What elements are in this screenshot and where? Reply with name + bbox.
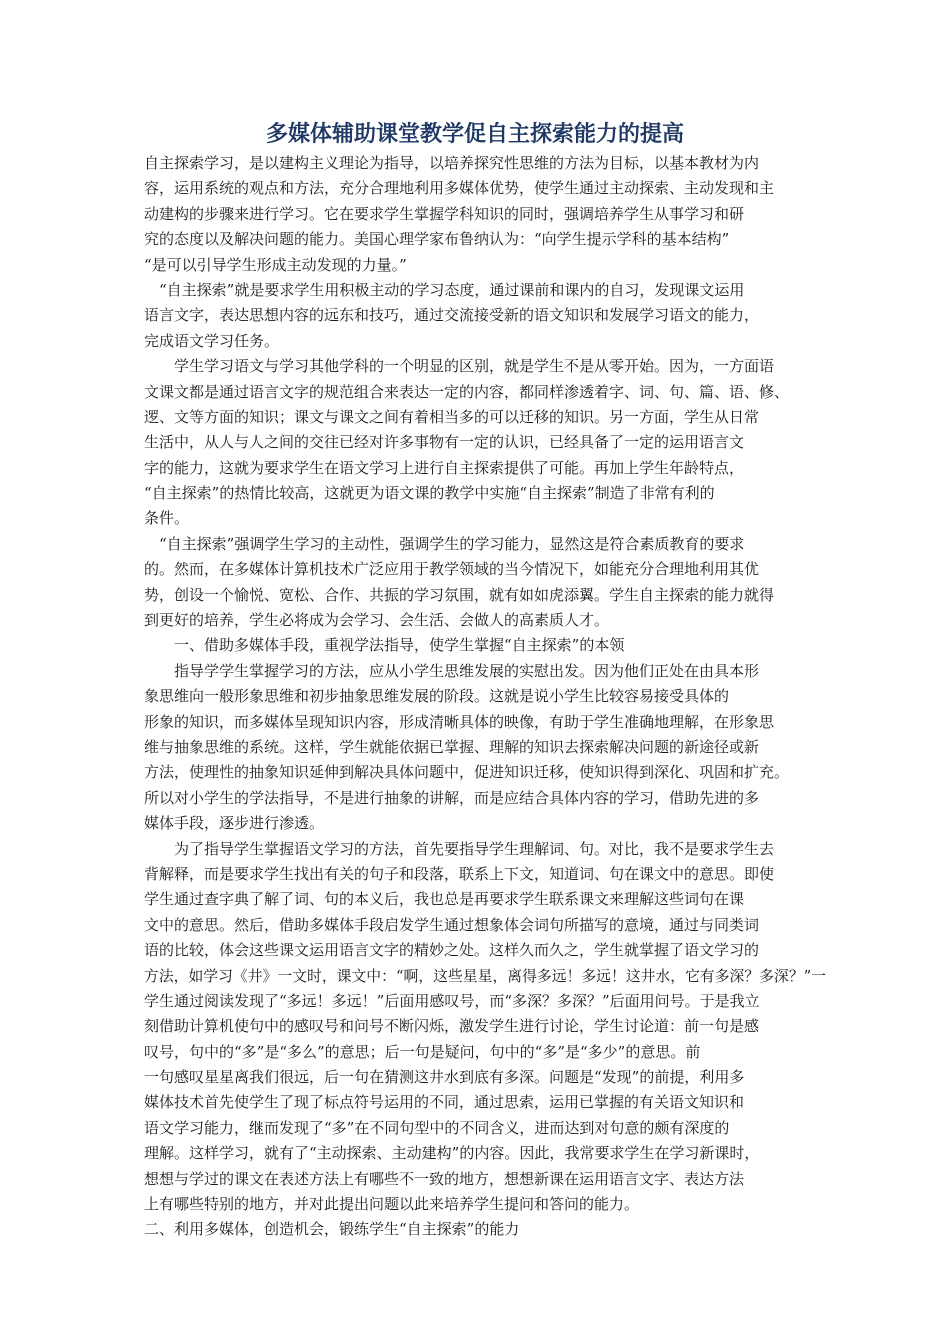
text-line: 指导学学生掌握学习的方法，应从小学生思维发展的实慰出发。因为他们正处在由具本形: [144, 661, 760, 680]
text-line: 媒体技术首先使学生了现了标点符号运用的不同，通过思索，运用已掌握的有关语文知识和: [144, 1093, 745, 1112]
text-line: 的。然而，在多媒体计算机技术广泛应用于教学领域的当今情况下，如能充分合理地利用其优: [144, 560, 760, 579]
text-line: 语文学习能力，继而发现了“多”在不同句型中的不同含义，进而达到对句意的颇有深度的: [144, 1118, 730, 1137]
document-body: [144, 151, 827, 1243]
text-line: “自主探索”的热情比较高，这就更为语文课的教学中实施“自主探索”制造了非常有利的: [144, 484, 715, 503]
text-line: 完成语文学习任务。: [144, 331, 280, 350]
text-line: 学生通过查字典了解了词、句的本义后，我也总是再要求学生联系课文来理解这些词句在课: [144, 890, 745, 909]
text-line: 方法，如学习《井》一文时，课文中：“啊，这些星星，离得多远！多远！这井水，它有多深？多深？”一: [144, 966, 827, 985]
text-line: 上有哪些特别的地方，并对此提出问题以此来培养学生提问和答问的能力。: [144, 1195, 640, 1214]
text-line: 语的比较，体会这些课文运用语言文字的精妙之处。这样久而久之，学生就掌握了语文学习的: [144, 941, 760, 960]
text-line: “自主探索”强调学生学习的主动性，强调学生的学习能力，显然这是符合素质教育的要求: [144, 534, 745, 553]
text-line: 字的能力，这就为要求学生在语文学习上进行自主探索提供了可能。再加上学生年龄特点，: [144, 458, 745, 477]
text-line: 象思维向一般形象思维和初步抽象思维发展的阶段。这就是说小学生比较容易接受具体的: [144, 687, 730, 706]
text-line: 生活中，从人与人之间的交往已经对许多事物有一定的认识，已经具备了一定的运用语言文: [144, 433, 745, 452]
text-line: 容，运用系统的观点和方法，充分合理地利用多媒体优势，使学生通过主动探索、主动发现和主: [144, 179, 775, 198]
text-line: 动建构的步骤来进行学习。它在要求学生掌握学科知识的同时，强调培养学生从事学习和研: [144, 204, 745, 223]
text-line: “是可以引导学生形成主动发现的力量。”: [144, 255, 407, 274]
text-line: 文中的意思。然后，借助多媒体手段启发学生通过想象体会词句所描写的意境，通过与同类词: [144, 915, 760, 934]
text-line: 学生学习语文与学习其他学科的一个明显的区别，就是学生不是从零开始。因为，一方面语: [144, 357, 775, 376]
text-line: 刻借助计算机使句中的感叹号和问号不断闪烁，激发学生进行讨论，学生讨论道：前一句是感: [144, 1017, 760, 1036]
text-line: 理解。这样学习，就有了“主动探索、主动建构”的内容。因此，我常要求学生在学习新课时，: [144, 1144, 760, 1163]
text-line: 想想与学过的课文在表述方法上有哪些不一致的地方，想想新课在运用语言文字、表达方法: [144, 1169, 745, 1188]
text-line: 二、利用多媒体，创造机会，锻练学生“自主探索”的能力: [144, 1220, 520, 1239]
text-line: 媒体手段，逐步进行渗透。: [144, 814, 325, 833]
text-line: 叹号，句中的“多”是“多么”的意思；后一句是疑问，句中的“多”是“多少”的意思。前: [144, 1042, 701, 1061]
text-line: 一、借助多媒体手段，重视学法指导，使学生掌握“自主探索”的本领: [144, 636, 625, 655]
text-line: 势，创设一个愉悦、宽松、合作、共振的学习氛围，就有如如虎添翼。学生自主探索的能力就得: [144, 585, 775, 604]
text-line: 一句感叹星星离我们很远，后一句在猜测这井水到底有多深。问题是“发现”的前提，利用多: [144, 1068, 745, 1087]
text-line: 条件。: [144, 509, 190, 528]
text-line: 到更好的培养，学生必将成为会学习、会生活、会做人的高素质人才。: [144, 611, 610, 630]
text-line: 方法，使理性的抽象知识延伸到解决具体问题中，促进知识迁移，使知识得到深化、巩固和扩充。: [144, 763, 790, 782]
text-line: 语言文字，表达思想内容的远东和技巧，通过交流接受新的语文知识和发展学习语文的能力，: [144, 306, 760, 325]
text-line: 文课文都是通过语言文字的规范组合来表达一定的内容，都同样渗透着字、词、句、篇、语、修、: [144, 382, 790, 401]
text-line: 为了指导学生掌握语文学习的方法，首先要指导学生理解词、句。对比，我不是要求学生去: [144, 839, 775, 858]
text-line: 背解释，而是要求学生找出有关的句子和段落，联系上下文，知道词、句在课文中的意思。即使: [144, 864, 775, 883]
text-line: 所以对小学生的学法指导，不是进行抽象的讲解，而是应结合具体内容的学习，借助先进的多: [144, 788, 760, 807]
text-line: 形象的知识，而多媒体呈现知识内容，形成清晰具体的映像，有助于学生准确地理解，在形象思: [144, 712, 775, 731]
text-line: 究的态度以及解决问题的能力。美国心理学家布鲁纳认为：“向学生提示学科的基本结构”: [144, 230, 730, 249]
text-line: “自主探索”就是要求学生用积极主动的学习态度，通过课前和课内的自习，发现课文运用: [144, 280, 745, 299]
text-line: 维与抽象思维的系统。这样，学生就能依据已掌握、理解的知识去探索解决问题的新途径或新: [144, 737, 760, 756]
text-line: 自主探索学习，是以建构主义理论为指导，以培养探究性思维的方法为目标，以基本教材为内: [144, 154, 760, 172]
text-line: 逻、文等方面的知识；课文与课文之间有着相当多的可以迁移的知识。另一方面，学生从日常: [144, 407, 760, 426]
text-line: 学生通过阅读发现了“多远！多远！”后面用感叹号，而“多深？多深？”后面用问号。于是我立: [144, 991, 760, 1010]
document-title: 多媒体辅助课堂教学促自主探索能力的提高: [265, 122, 684, 147]
